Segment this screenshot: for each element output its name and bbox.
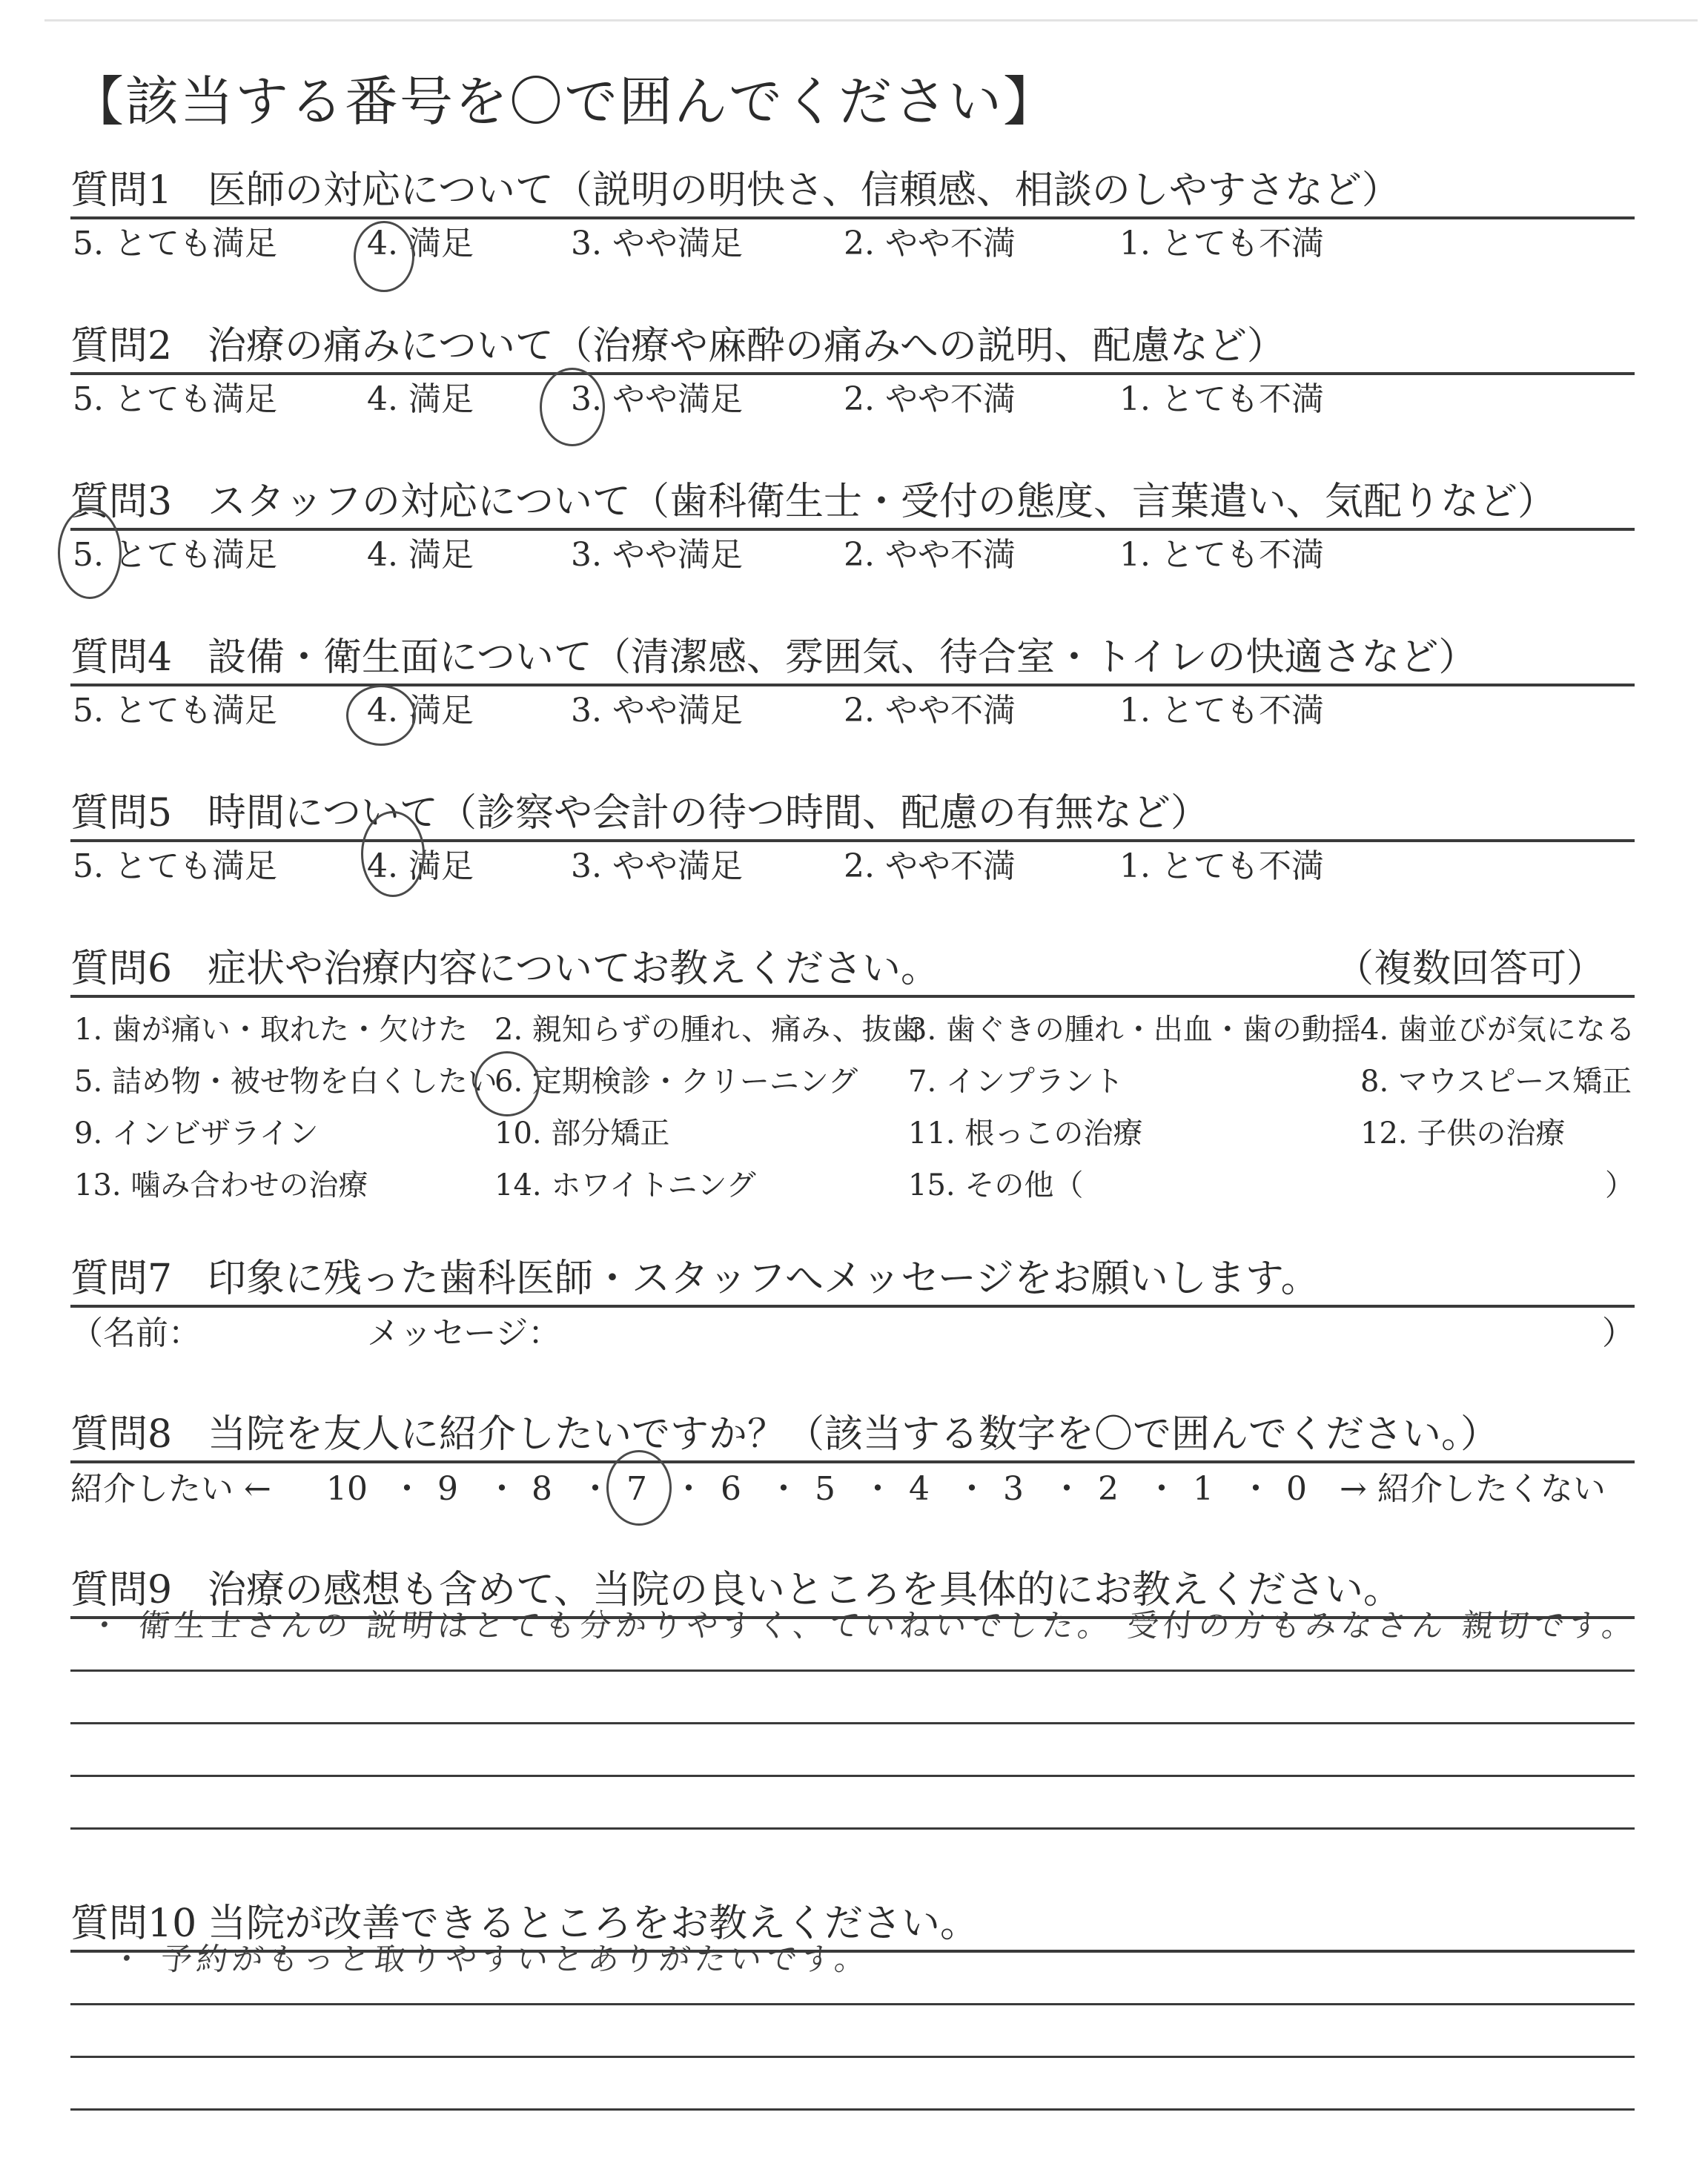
- answer-circle: [361, 811, 425, 897]
- question-text: 治療の感想も含めて、当院の良いところを具体的にお教えください。: [208, 1568, 1402, 1612]
- option-5[interactable]: 5. とても満足: [73, 847, 277, 885]
- option-1[interactable]: 1. とても不満: [1119, 536, 1324, 574]
- question-number: 質問6: [70, 947, 173, 991]
- scale-dot: ・: [1239, 1470, 1272, 1508]
- question-number: 質問2: [70, 324, 173, 368]
- question-2: [70, 320, 1635, 424]
- scale-0[interactable]: 0: [1286, 1470, 1307, 1508]
- answer-circle: [354, 221, 414, 292]
- answer-circle: [58, 507, 122, 599]
- question-10: [70, 1898, 1635, 2161]
- option-3[interactable]: 3. やや満足: [571, 536, 743, 574]
- question-9: [70, 1564, 1640, 1880]
- option-5[interactable]: 5. とても満足: [73, 692, 277, 729]
- writing-line: [70, 2003, 1635, 2005]
- answer-circle: [606, 1450, 672, 1526]
- message-label: メッセージ：: [367, 1314, 561, 1352]
- question-text: 設備・衛生面について（清潔感、雰囲気、待合室・トイレの快適さなど）: [208, 635, 1477, 680]
- option-3[interactable]: 3. やや満足: [571, 692, 743, 729]
- symptom-option-3[interactable]: 3. 歯ぐきの腫れ・出血・歯の動揺: [908, 1013, 1361, 1047]
- question-number: 質問4: [70, 635, 173, 680]
- option-5[interactable]: 5. とても満足: [73, 225, 277, 262]
- scale-dot: ・: [1050, 1470, 1083, 1508]
- message-row: [70, 1308, 1635, 1360]
- scale-right-label: → 紹介したくない: [1340, 1470, 1606, 1508]
- option-5[interactable]: 5. とても満足: [73, 536, 277, 574]
- scale-7[interactable]: 7: [626, 1470, 647, 1508]
- scale-dot: ・: [767, 1470, 800, 1508]
- symptom-option-6[interactable]: 6. 定期検診・クリーニング: [494, 1065, 858, 1099]
- symptom-option-12[interactable]: 12. 子供の治療: [1360, 1116, 1566, 1151]
- symptom-option-14[interactable]: 14. ホワイトニング: [494, 1168, 756, 1202]
- scale-3[interactable]: 3: [1003, 1470, 1024, 1508]
- page-title: 【該当する番号を〇で囲んでください】: [70, 70, 1059, 133]
- scale-4[interactable]: 4: [909, 1470, 930, 1508]
- option-5[interactable]: 5. とても満足: [73, 380, 277, 418]
- option-2[interactable]: 2. やや不満: [844, 225, 1016, 262]
- question-number: 質問9: [70, 1568, 173, 1612]
- question-1: [70, 165, 1635, 268]
- option-4[interactable]: 4. 満足: [367, 225, 474, 262]
- option-4[interactable]: 4. 満足: [367, 692, 474, 729]
- option-1[interactable]: 1. とても不満: [1119, 380, 1324, 418]
- question-4: [70, 632, 1635, 735]
- option-2[interactable]: 2. やや不満: [844, 692, 1016, 729]
- scale-1[interactable]: 1: [1193, 1470, 1214, 1508]
- scale-dot: ・: [956, 1470, 988, 1508]
- symptom-option-1[interactable]: 1. 歯が痛い・取れた・欠けた: [74, 1013, 468, 1047]
- symptom-option-10[interactable]: 10. 部分矯正: [494, 1116, 670, 1151]
- option-3[interactable]: 3. やや満足: [571, 380, 743, 418]
- top-rule: [44, 19, 1698, 21]
- question-7: [70, 1253, 1635, 1360]
- answer-lines: [70, 1941, 1635, 2111]
- question-text: スタッフの対応について（歯科衛生士・受付の態度、言葉遣い、気配りなど）: [208, 480, 1556, 524]
- question-text: 時間について（診察や会計の待つ時間、配慮の有無など）: [208, 791, 1209, 835]
- question-text: 医師の対応について（説明の明快さ、信頼感、相談のしやすさなど）: [208, 168, 1400, 213]
- option-4[interactable]: 4. 満足: [367, 847, 474, 885]
- scale-left-label: 紹介したい ←: [70, 1470, 271, 1508]
- message-close-paren: ）: [1602, 1314, 1635, 1352]
- rating-options: [70, 686, 1635, 735]
- question-text: 印象に残った歯科医師・スタッフへメッセージをお願いします。: [208, 1257, 1320, 1301]
- option-1[interactable]: 1. とても不満: [1119, 692, 1324, 729]
- question-5: [70, 787, 1635, 891]
- scale-2[interactable]: 2: [1098, 1470, 1119, 1508]
- scale-9[interactable]: 9: [437, 1470, 458, 1508]
- writing-line: [70, 2056, 1635, 2058]
- scale-dot: ・: [672, 1470, 705, 1508]
- question-text: 当院が改善できるところをお教えください。: [208, 1902, 979, 1946]
- symptom-option-9[interactable]: 9. インビザライン: [74, 1116, 319, 1151]
- question-number: 質問5: [70, 791, 173, 835]
- symptom-option-7[interactable]: 7. インプラント: [908, 1065, 1124, 1099]
- symptom-option-4[interactable]: 4. 歯並びが気になる: [1360, 1013, 1635, 1047]
- option-1[interactable]: 1. とても不満: [1119, 225, 1324, 262]
- option-3[interactable]: 3. やや満足: [571, 225, 743, 262]
- scale-dot: ・: [391, 1470, 423, 1508]
- writing-line: [70, 1775, 1635, 1777]
- option-3[interactable]: 3. やや満足: [571, 847, 743, 885]
- option-2[interactable]: 2. やや不満: [844, 536, 1016, 574]
- question-number: 質問1: [70, 168, 173, 213]
- option-4[interactable]: 4. 満足: [367, 536, 474, 574]
- rating-options: [70, 531, 1635, 580]
- rating-options: [70, 219, 1635, 268]
- option-2[interactable]: 2. やや不満: [844, 847, 1016, 885]
- scale-dot: ・: [861, 1470, 894, 1508]
- handwritten-answer: ・ 予約がもっと取りやすいとありがたいです。: [109, 1941, 873, 1977]
- question-number: 質問7: [70, 1257, 173, 1301]
- scale-dot: ・: [486, 1470, 518, 1508]
- symptom-option-2[interactable]: 2. 親知らずの腫れ、痛み、抜歯: [494, 1013, 921, 1047]
- question-6: [70, 943, 1635, 1205]
- rating-options: [70, 842, 1635, 891]
- recommend-scale: [70, 1463, 1635, 1515]
- writing-line: [70, 2108, 1635, 2111]
- question-8: [70, 1409, 1635, 1515]
- writing-line: [70, 1669, 1635, 1672]
- scale-dot: ・: [1145, 1470, 1178, 1508]
- scale-5[interactable]: 5: [815, 1470, 835, 1508]
- symptom-options: [70, 998, 1635, 1205]
- question-3: [70, 476, 1635, 580]
- option-4[interactable]: 4. 満足: [367, 380, 474, 418]
- question-number: 質問10: [70, 1902, 197, 1946]
- rating-options: [70, 375, 1635, 424]
- answer-circle: [346, 685, 416, 746]
- symptom-option-5[interactable]: 5. 詰め物・被せ物を白くしたい: [74, 1065, 497, 1099]
- name-label: （名前：: [70, 1314, 201, 1352]
- option-1[interactable]: 1. とても不満: [1119, 847, 1324, 885]
- other-close-paren: ）: [1605, 1168, 1635, 1202]
- scale-8[interactable]: 8: [532, 1470, 552, 1508]
- answer-lines: [70, 1607, 1640, 1830]
- scale-10[interactable]: 10: [326, 1470, 368, 1508]
- answer-circle: [540, 368, 605, 446]
- symptom-option-13[interactable]: 13. 噛み合わせの治療: [74, 1168, 368, 1202]
- question-text: 当院を友人に紹介したいですか？（該当する数字を〇で囲んでください。）: [208, 1412, 1500, 1457]
- answer-circle: [474, 1051, 540, 1116]
- writing-line: [70, 1827, 1635, 1830]
- handwritten-answer: ・ 衛生士さんの 説明はとても分かりやすく、ていねいでした。 受付の方もみなさん 親切です。: [87, 1607, 1640, 1644]
- scale-6[interactable]: 6: [721, 1470, 741, 1508]
- question-number: 質問3: [70, 480, 173, 524]
- symptom-option-15[interactable]: 15. その他（: [908, 1168, 1084, 1202]
- question-text: 治療の痛みについて（治療や麻酔の痛みへの説明、配慮など）: [208, 324, 1285, 368]
- option-2[interactable]: 2. やや不満: [844, 380, 1016, 418]
- symptom-option-11[interactable]: 11. 根っこの治療: [908, 1116, 1143, 1151]
- question-text: 症状や治療内容についてお教えください。: [208, 947, 939, 991]
- writing-line: [70, 1722, 1635, 1724]
- scale-dot: ・: [579, 1470, 612, 1508]
- symptom-option-8[interactable]: 8. マウスピース矯正: [1360, 1065, 1632, 1099]
- question-number: 質問8: [70, 1412, 173, 1457]
- multiple-answer-note: （複数回答可）: [1334, 947, 1605, 991]
